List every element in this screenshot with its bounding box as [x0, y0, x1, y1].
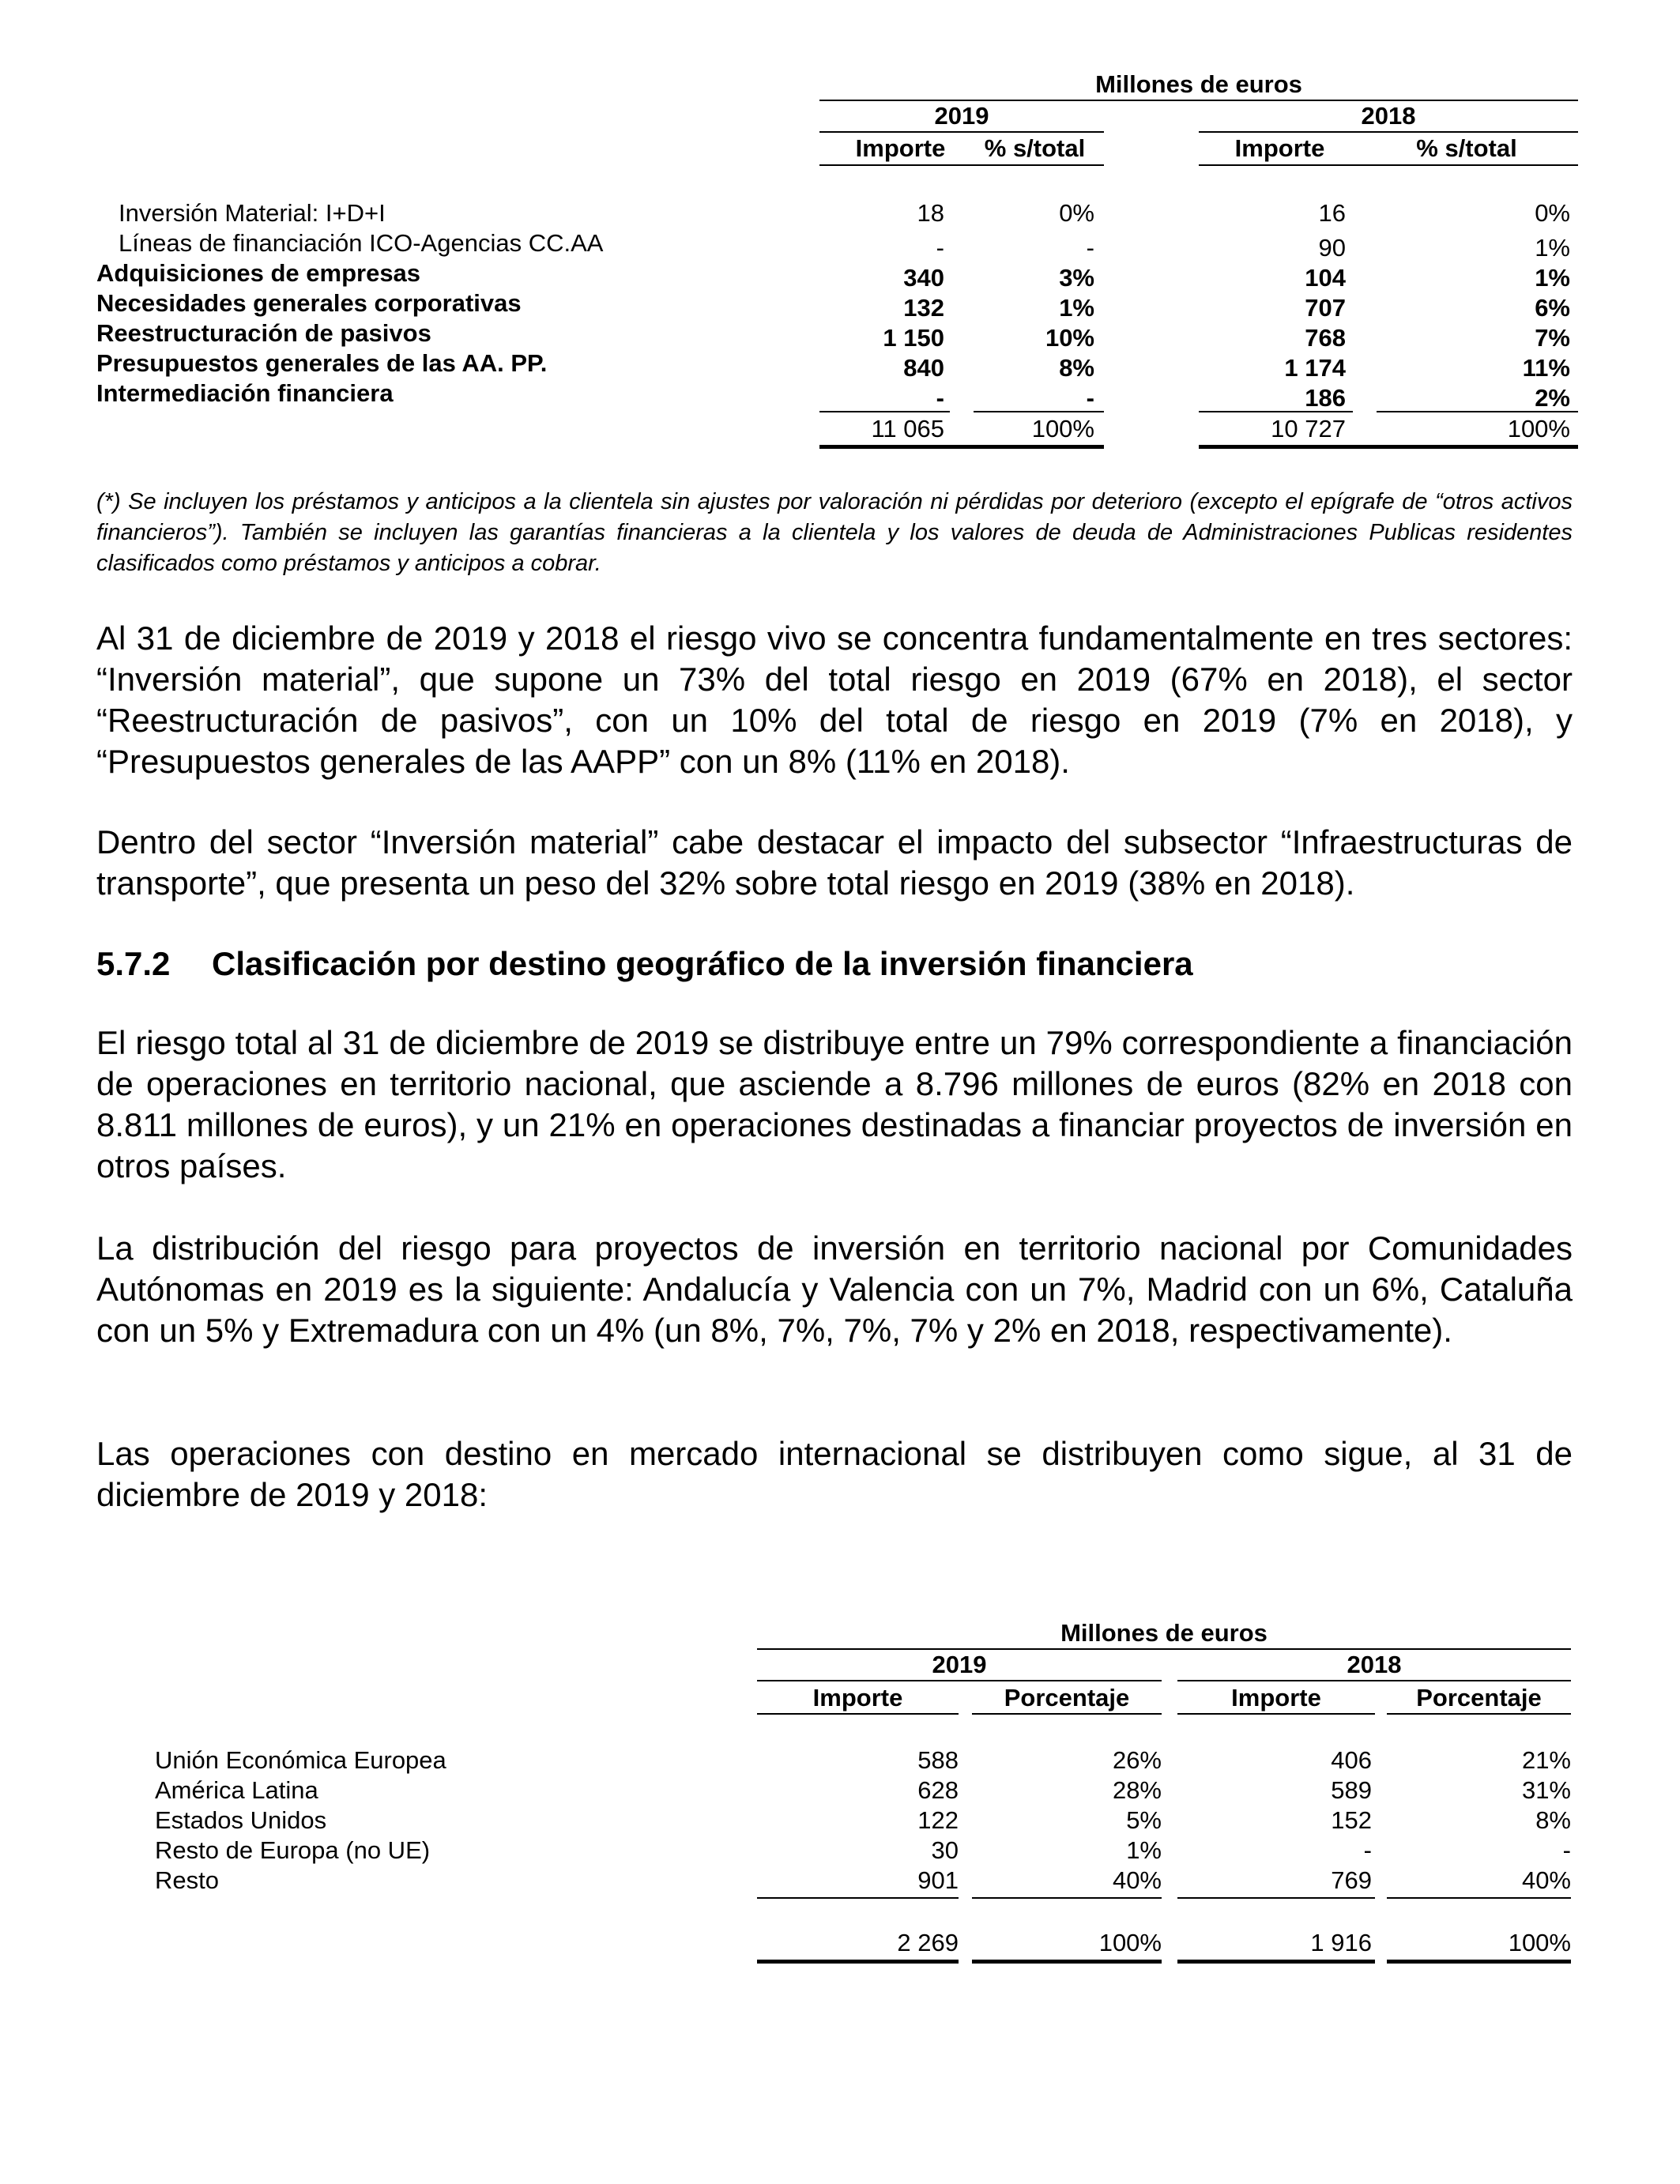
- row-importe-2019: -: [936, 384, 944, 412]
- table1-year-2018: 2018: [1361, 102, 1416, 130]
- row-label: Intermediación financiera: [96, 379, 394, 407]
- row-pct-2018: 40%: [1521, 1866, 1571, 1894]
- row-pct-2018: 1%: [1535, 234, 1570, 262]
- table2-sum-rule-pct-2018: [1387, 1897, 1571, 1899]
- total-pct-2018: 100%: [1508, 1929, 1571, 1956]
- row-pct-2019: 28%: [1112, 1776, 1162, 1804]
- table2-year-rule-2019: [757, 1680, 1162, 1681]
- row-label: Inversión Material: I+D+I: [119, 199, 386, 227]
- table1-header-pct-2019: % s/total: [984, 134, 1086, 162]
- total-importe-2018: 10 727: [1271, 415, 1346, 442]
- row-importe-2018: -: [1363, 1836, 1372, 1864]
- row-importe-2019: -: [936, 234, 944, 262]
- row-pct-2019: 8%: [1059, 354, 1094, 382]
- table2-header-pct-2018: Porcentaje: [1416, 1684, 1542, 1711]
- table1-header-rule-2018: [1199, 164, 1578, 166]
- row-label: Líneas de financiación ICO-Agencias CC.AA: [119, 229, 604, 257]
- table1-header-importe-2018: Importe: [1234, 134, 1325, 162]
- row-pct-2018: 2%: [1535, 384, 1570, 412]
- table1-sum-rule-importe-2019: [819, 411, 950, 412]
- table1-header-pct-2018: % s/total: [1416, 134, 1517, 162]
- total-importe-2019: 11 065: [871, 415, 944, 442]
- row-importe-2019: 588: [917, 1746, 959, 1774]
- paragraph-total-risk: El riesgo total al 31 de diciembre de 2019 se distribuye entre un 79% correspondiente a financiación de operaciones en territorio nacional, que asciende a 8.796 millones de euros (82% en 2018 con 8.811 millones de euros), y un 21% en operaciones destinadas a financiar proyectos de inversión en otros países.: [96, 1024, 1573, 1184]
- row-importe-2019: 1 150: [883, 324, 944, 352]
- row-label: Presupuestos generales de las AA. PP.: [96, 349, 548, 377]
- paragraph-transport: Dentro del sector “Inversión material” cabe destacar el impacto del subsector “Infraestructuras de transporte”, que presenta un peso del 32% sobre total riesgo en 2019 (38% en 2018).: [96, 823, 1573, 902]
- row-importe-2019: 340: [903, 264, 944, 292]
- table2-year-2019: 2019: [932, 1651, 987, 1678]
- total-importe-2019: 2 269: [897, 1929, 959, 1956]
- row-importe-2019: 628: [917, 1776, 959, 1804]
- row-pct-2019: 5%: [1126, 1806, 1162, 1834]
- row-pct-2019: 1%: [1126, 1836, 1162, 1864]
- paragraph-risk-sectors: Al 31 de diciembre de 2019 y 2018 el riesgo vivo se concentra fundamentalmente en tres sectores: “Inversión material”, que supone un 73% del total riesgo en 2019 (67% en 2018), el sector “Reestructuración de pasivos”, con un 10% del total de riesgo en 2019 (7% en 2018), y “Presupuestos generales de las AAPP” con un 8% (11% en 2018).: [96, 619, 1573, 780]
- total-importe-2018: 1 916: [1310, 1929, 1372, 1956]
- row-label: Adquisiciones de empresas: [96, 259, 421, 287]
- paragraph-regions: La distribución del riesgo para proyectos de inversión en territorio nacional por Comunidades Autónomas en 2019 es la siguiente: Andalucía y Valencia con un 7%, Madrid con un 6%, Cataluña con un 5% y Extremadura con un 4% (un 8%, 7%, 7%, 7% y 2% en 2018, respectivamente).: [96, 1229, 1573, 1349]
- table2-year-2018: 2018: [1347, 1651, 1402, 1678]
- row-pct-2018: 8%: [1535, 1806, 1571, 1834]
- row-label: Necesidades generales corporativas: [96, 289, 522, 317]
- row-pct-2019: 0%: [1059, 199, 1094, 227]
- table2-header-pct-2019: Porcentaje: [1004, 1684, 1130, 1711]
- row-importe-2018: 406: [1331, 1746, 1372, 1774]
- row-pct-2019: 40%: [1112, 1866, 1162, 1894]
- row-pct-2019: -: [1086, 234, 1094, 262]
- row-importe-2019: 840: [903, 354, 944, 382]
- table1-caption: Millones de euros: [1095, 70, 1302, 98]
- table2-sum-rule-importe-2019: [757, 1897, 959, 1899]
- table2-total-rule-importe-2018: [1177, 1960, 1375, 1964]
- row-pct-2018: 31%: [1521, 1776, 1571, 1804]
- table2-sum-rule-pct-2019: [972, 1897, 1162, 1899]
- total-pct-2019: 100%: [1031, 415, 1094, 442]
- table2-header-rule-importe-2018: [1177, 1713, 1375, 1715]
- section-number: 5.7.2: [96, 945, 171, 982]
- row-pct-2018: 6%: [1535, 294, 1570, 322]
- table2-total-rule-pct-2019: [972, 1960, 1162, 1964]
- row-label: Estados Unidos: [155, 1806, 327, 1834]
- row-importe-2019: 18: [917, 199, 944, 227]
- table2-header-importe-2018: Importe: [1231, 1684, 1321, 1711]
- row-importe-2018: 16: [1318, 199, 1346, 227]
- table2-total-rule-pct-2018: [1387, 1960, 1571, 1964]
- row-pct-2018: 7%: [1535, 324, 1570, 352]
- row-pct-2018: -: [1562, 1836, 1571, 1864]
- row-pct-2019: 10%: [1045, 324, 1094, 352]
- row-pct-2018: 11%: [1522, 354, 1570, 382]
- row-label: Resto: [155, 1866, 219, 1894]
- row-importe-2018: 769: [1331, 1866, 1372, 1894]
- table1-year-2019: 2019: [934, 102, 989, 130]
- row-importe-2019: 122: [917, 1806, 959, 1834]
- table1-year-rule-2018: [1199, 131, 1578, 133]
- table1-sum-rule-importe-2018: [1199, 411, 1353, 412]
- row-pct-2019: 26%: [1112, 1746, 1162, 1774]
- row-pct-2019: -: [1086, 384, 1094, 412]
- row-importe-2018: 186: [1305, 384, 1346, 412]
- row-label: Unión Económica Europea: [155, 1746, 446, 1774]
- row-importe-2018: 90: [1318, 234, 1346, 262]
- table2-header-rule-pct-2019: [972, 1713, 1162, 1715]
- row-importe-2019: 132: [903, 294, 944, 322]
- paragraph-international: Las operaciones con destino en mercado internacional se distribuyen como sigue, al 31 de diciembre de 2019 y 2018:: [96, 1435, 1573, 1513]
- table2-total-rule-importe-2019: [757, 1960, 959, 1964]
- row-importe-2018: 1 174: [1284, 354, 1346, 382]
- table1-sum-rule-pct-2018: [1377, 411, 1578, 412]
- row-importe-2019: 30: [931, 1836, 959, 1864]
- row-pct-2018: 21%: [1521, 1746, 1571, 1774]
- row-importe-2018: 104: [1305, 264, 1346, 292]
- footnote: (*) Se incluyen los préstamos y anticipos a la clientela sin ajustes por valoración ni pérdidas por deterioro (excepto el epígrafe de “otros activos financieros”). También se incluyen las garantías financieras a la clientela y los valores de deuda de Administraciones Publicas residentes clasificados como préstamos y anticipos a cobrar.: [96, 489, 1573, 576]
- row-pct-2019: 1%: [1059, 294, 1094, 322]
- table2-header-importe-2019: Importe: [812, 1684, 903, 1711]
- row-importe-2018: 768: [1305, 324, 1346, 352]
- total-pct-2018: 100%: [1507, 415, 1570, 442]
- table2-header-rule-importe-2019: [757, 1713, 959, 1715]
- row-importe-2018: 707: [1305, 294, 1346, 322]
- table1-header-importe-2019: Importe: [855, 134, 946, 162]
- table2-caption: Millones de euros: [1060, 1619, 1268, 1647]
- table1-total-rule-2018: [1199, 445, 1578, 449]
- row-pct-2019: 3%: [1059, 264, 1094, 292]
- table2-header-rule-pct-2018: [1387, 1713, 1571, 1715]
- row-label: Reestructuración de pasivos: [96, 319, 431, 347]
- table2-year-rule-2018: [1177, 1680, 1571, 1681]
- row-label: América Latina: [155, 1776, 318, 1804]
- table1-header-rule-2019: [819, 164, 1104, 166]
- table1-sum-rule-pct-2019: [974, 411, 1104, 412]
- row-importe-2018: 152: [1331, 1806, 1372, 1834]
- section-heading: [96, 943, 1193, 985]
- total-pct-2019: 100%: [1098, 1929, 1162, 1956]
- row-importe-2019: 901: [917, 1866, 959, 1894]
- row-pct-2018: 1%: [1535, 264, 1570, 292]
- row-importe-2018: 589: [1331, 1776, 1372, 1804]
- row-label: Resto de Europa (no UE): [155, 1836, 431, 1864]
- row-pct-2018: 0%: [1535, 199, 1570, 227]
- table2-sum-rule-importe-2018: [1177, 1897, 1375, 1899]
- table1-year-rule-2019: [819, 131, 1104, 133]
- table1-total-rule-2019: [819, 445, 1104, 449]
- section-title: Clasificación por destino geográfico de la inversión financiera: [212, 945, 1193, 982]
